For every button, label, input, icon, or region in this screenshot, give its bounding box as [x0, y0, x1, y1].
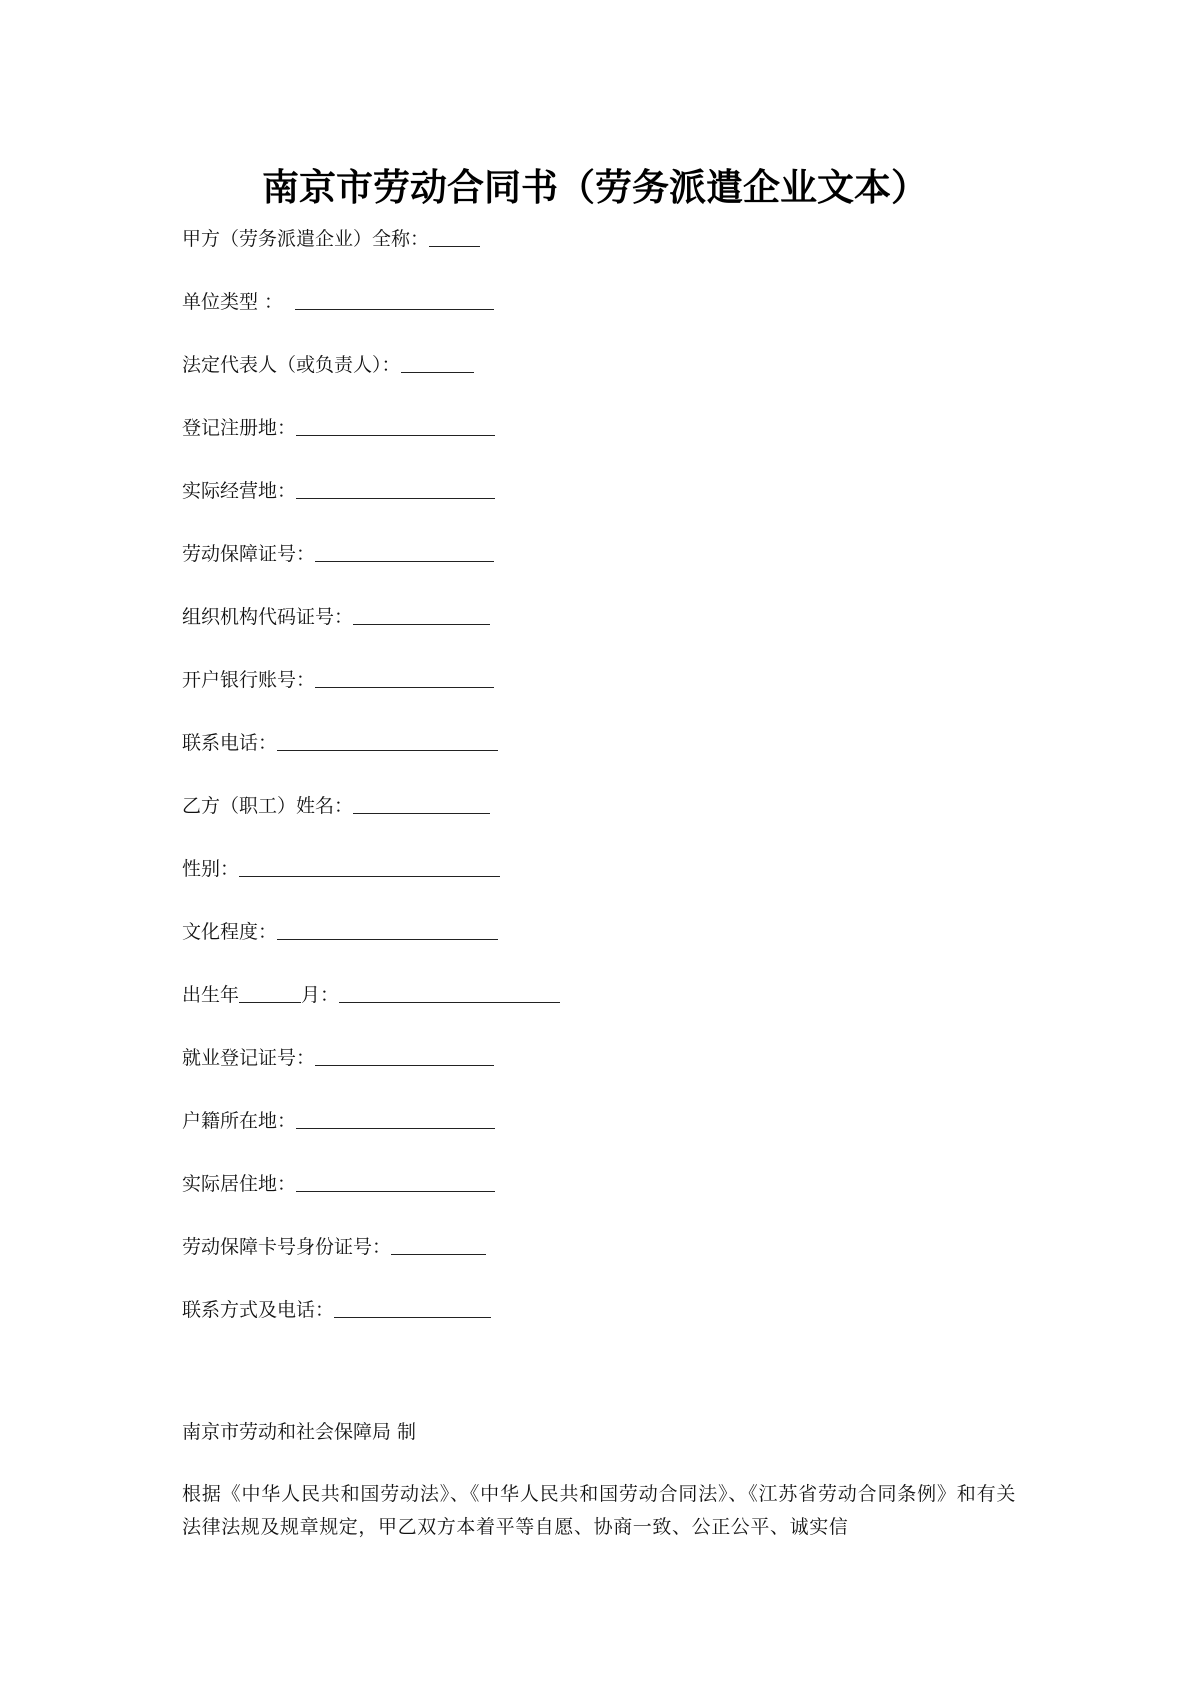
fill-in-blank	[239, 858, 500, 877]
field-business-address	[182, 478, 495, 503]
fill-in-blank	[315, 543, 494, 562]
field-label: 甲方（劳务派遣企业）全称：	[182, 228, 430, 250]
field-contact-info	[182, 1297, 491, 1322]
field-label: 法定代表人（或负责人）：	[182, 354, 401, 376]
field-label: 劳动保障证号：	[182, 543, 316, 565]
field-label: 开户银行账号：	[182, 669, 316, 691]
field-bank-account	[182, 667, 494, 692]
fill-in-blank	[429, 228, 480, 247]
field-party-a-name	[182, 226, 480, 251]
fill-in-blank	[296, 1173, 495, 1192]
fill-in-blank	[277, 732, 498, 751]
field-label: 组织机构代码证号：	[182, 606, 354, 628]
field-birth-date	[182, 982, 560, 1007]
field-party-b-name	[182, 793, 490, 818]
field-id-number	[182, 1234, 486, 1259]
field-label: 联系电话：	[182, 732, 278, 754]
field-org-code	[182, 604, 490, 629]
fill-in-blank	[296, 1110, 495, 1129]
fill-in-blank	[239, 984, 301, 1003]
field-label: 文化程度：	[182, 921, 278, 943]
body-paragraph: 根据《中华人民共和国劳动法》、《中华人民共和国劳动合同法》、《江苏省劳动合同条例》和有关法律法规及规章规定，甲乙双方本着平等自愿、协商一致、公正公平、诚实信	[182, 1483, 1016, 1538]
field-label: 户籍所在地：	[182, 1110, 297, 1132]
fill-in-blank	[277, 921, 498, 940]
fill-in-blank	[353, 795, 490, 814]
field-label: 登记注册地：	[182, 417, 297, 439]
field-unit-type	[182, 289, 494, 314]
fill-in-blank	[353, 606, 490, 625]
fill-in-blank	[295, 291, 494, 310]
fill-in-blank	[339, 984, 560, 1003]
fill-in-blank	[401, 354, 474, 373]
fill-in-blank	[296, 480, 495, 499]
field-labor-security-cert	[182, 541, 494, 566]
field-label: 劳动保障卡号身份证号：	[182, 1236, 392, 1258]
field-employment-registration	[182, 1045, 494, 1070]
field-label: 实际居住地：	[182, 1173, 297, 1195]
field-label: 单位类型 ：	[182, 291, 284, 313]
field-household-registration	[182, 1108, 495, 1133]
fill-in-blank	[391, 1236, 486, 1255]
field-contact-phone	[182, 730, 498, 755]
fill-in-blank	[315, 1047, 494, 1066]
field-label: 乙方（职工）姓名：	[182, 795, 354, 817]
field-registered-address	[182, 415, 495, 440]
field-label: 性别：	[182, 858, 240, 880]
field-label-month: 月：	[301, 984, 340, 1006]
field-label: 就业登记证号：	[182, 1047, 316, 1069]
field-legal-representative	[182, 352, 474, 377]
fill-in-blank	[315, 669, 494, 688]
fill-in-blank	[296, 417, 495, 436]
fill-in-blank	[334, 1299, 491, 1318]
field-education	[182, 919, 498, 944]
field-gender	[182, 856, 500, 881]
field-label: 出生年	[182, 984, 240, 1006]
document-title: 南京市劳动合同书（劳务派遣企业文本）	[262, 165, 928, 209]
field-residence	[182, 1171, 495, 1196]
field-label: 实际经营地：	[182, 480, 297, 502]
issuer-line: 南京市劳动和社会保障局 制	[182, 1421, 417, 1443]
field-label: 联系方式及电话：	[182, 1299, 335, 1321]
